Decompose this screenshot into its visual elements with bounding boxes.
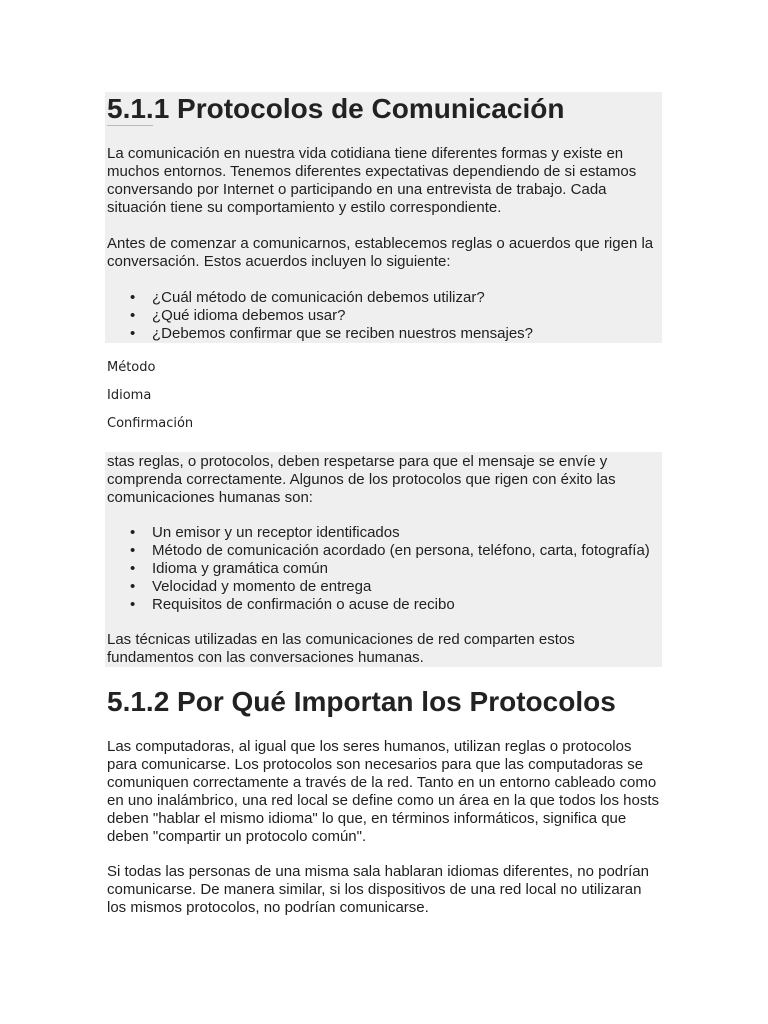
heading-underline [107, 125, 153, 126]
list-item: • Método de comunicación acordado (en persona, teléfono, carta, fotografía) [130, 542, 650, 559]
section-heading: 5.1.1 Protocolos de Comunicación [107, 93, 565, 124]
paragraph: Si todas las personas de una misma sala hablaran idiomas diferentes, no podrían comunicarse. De manera similar, si los dispositivos de una red local no utilizaran los mismos protocolos, no podrían comunicarse. [107, 863, 649, 916]
paragraph: Las computadoras, al igual que los seres humanos, utilizan reglas o protocolos para comunicarse. Los protocolos son necesarios para que las computadoras se comuniquen correctamente a través de la red. Tanto en un entorno cableado como en uno inalámbrico, una red local se define como un área en la que todos los hosts deben "hablar el mismo idioma" lo que, en términos informáticos, significa que deben "compartir un protocolo común". [107, 738, 660, 845]
label-confirmacion: Confirmación [107, 416, 194, 431]
paragraph: stas reglas, o protocolos, deben respetarse para que el mensaje se envíe y comprenda correctamente. Algunos de los protocolos que rigen con éxito las comunicaciones humanas son: [107, 453, 616, 506]
question-list [107, 289, 707, 343]
section-heading: 5.1.2 Por Qué Importan los Protocolos [107, 686, 616, 717]
bullet-icon: • [130, 325, 136, 342]
list-item: • ¿Debemos confirmar que se reciben nuestros mensajes? [130, 325, 534, 342]
list-item: • Un emisor y un receptor identificados [130, 524, 400, 541]
paragraph: Las técnicas utilizadas en las comunicaciones de red comparten estos fundamentos con las conversaciones humanas. [107, 631, 575, 666]
list-item: • ¿Qué idioma debemos usar? [130, 307, 346, 324]
label-idioma: Idioma [107, 388, 152, 403]
protocol-list [107, 524, 707, 614]
bullet-icon: • [130, 560, 136, 577]
bullet-icon: • [130, 578, 136, 595]
bullet-icon: • [130, 524, 136, 541]
bullet-icon: • [130, 542, 136, 559]
list-item: • ¿Cuál método de comunicación debemos utilizar? [130, 289, 485, 306]
bullet-icon: • [130, 289, 136, 306]
paragraph: La comunicación en nuestra vida cotidiana tiene diferentes formas y existe en muchos entornos. Tenemos diferentes expectativas dependiendo de si estamos conversando por Internet o participando en una entrevista de trabajo. Cada situación tiene su comportamiento y estilo correspondiente. [107, 145, 637, 216]
paragraph: Antes de comenzar a comunicarnos, establecemos reglas o acuerdos que rigen la conversación. Estos acuerdos incluyen lo siguiente: [107, 235, 654, 270]
list-item: • Requisitos de confirmación o acuse de recibo [130, 596, 455, 613]
list-item: • Velocidad y momento de entrega [130, 578, 372, 595]
list-item: • Idioma y gramática común [130, 560, 328, 577]
label-metodo: Método [107, 360, 156, 375]
bullet-icon: • [130, 307, 136, 324]
bullet-icon: • [130, 596, 136, 613]
